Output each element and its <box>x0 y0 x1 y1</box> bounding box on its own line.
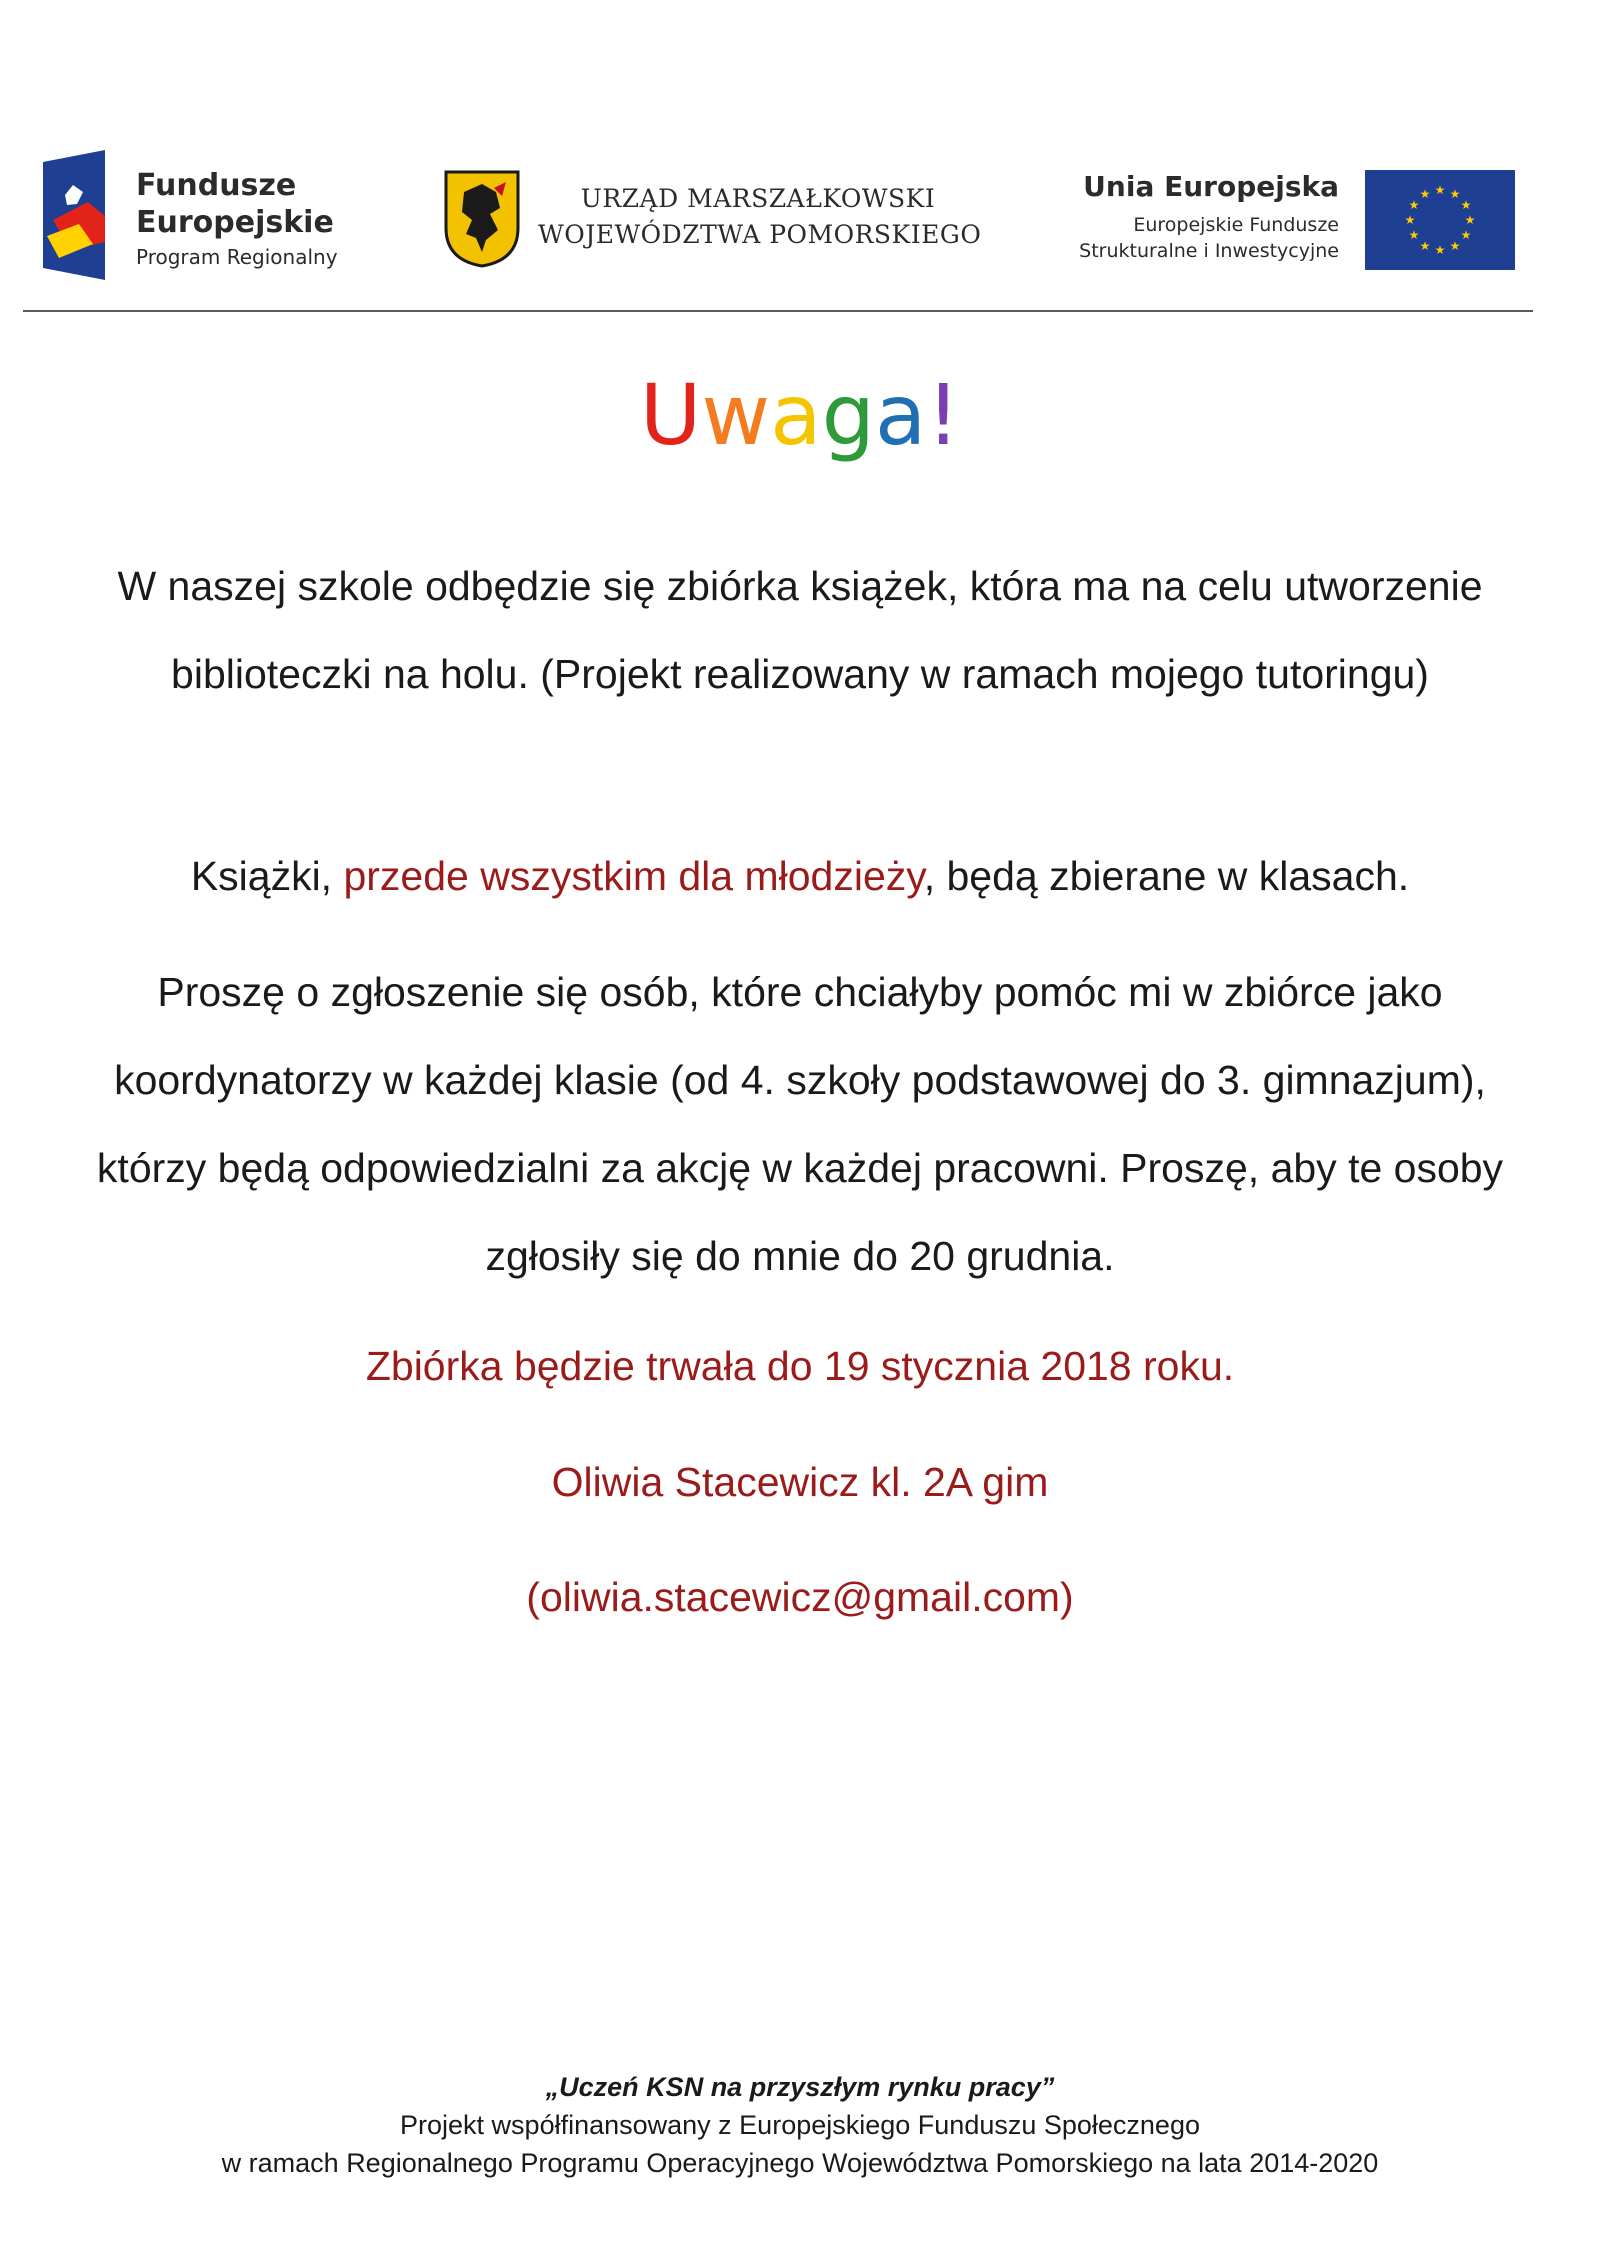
griffin-crest-icon <box>442 168 522 268</box>
author-email: (oliwia.stacewicz@gmail.com) <box>526 1574 1074 1620</box>
svg-text:★: ★ <box>1434 183 1446 197</box>
header-divider <box>23 310 1533 312</box>
footer-line2: Projekt współfinansowany z Europejskiego Funduszu Społecznego <box>400 2110 1200 2140</box>
svg-text:★: ★ <box>1460 228 1472 242</box>
title-letter: w <box>701 366 771 464</box>
fe-emblem-icon <box>43 150 113 280</box>
fe-line1: Fundusze <box>136 168 297 203</box>
deadline-text: Zbiórka będzie trwała do 19 stycznia 2018 roku. <box>365 1343 1235 1389</box>
svg-text:★: ★ <box>1464 213 1476 227</box>
intro-paragraph: W naszej szkole odbędzie się zbiórka książek, która ma na celu utworzenie biblioteczki na holu. (Projekt realizowany w ramach mojego tutoringu) <box>117 563 1483 697</box>
svg-text:★: ★ <box>1408 228 1420 242</box>
title-letter: a <box>770 366 822 464</box>
svg-text:★: ★ <box>1408 198 1420 212</box>
footer-line3: w ramach Regionalnego Programu Operacyjnego Województwa Pomorskiego na lata 2014-2020 <box>221 2148 1379 2178</box>
author-name: Oliwia Stacewicz kl. 2A gim <box>551 1459 1049 1505</box>
svg-text:★: ★ <box>1449 187 1461 201</box>
eu-flag-icon <box>1365 170 1515 270</box>
urzad-marszalkowski-logo <box>442 168 982 268</box>
svg-text:★: ★ <box>1460 198 1472 212</box>
fe-line2: Europejskie <box>136 205 334 240</box>
svg-text:★: ★ <box>1419 239 1431 253</box>
svg-text:★: ★ <box>1449 239 1461 253</box>
books-text-c: , będą zbierane w klasach. <box>923 853 1410 899</box>
logo-bar <box>0 0 1600 310</box>
volunteers-paragraph: Proszę o zgłoszenie się osób, które chciałyby pomóc mi w zbiórce jako koordynatorzy w każdej klasie (od 4. szkoły podstawowej do 3. gimnazjum), którzy będą odpowiedzialni za akcję w każdej pracowni. Proszę, aby te osoby zgłosiły się do mnie do 20 grudnia. <box>96 969 1504 1279</box>
footer <box>0 2068 1600 2182</box>
title-letter: U <box>639 366 702 464</box>
page-title <box>0 365 1600 465</box>
books-highlight: przede wszystkim dla młodzieży <box>343 853 924 899</box>
um-line2: WOJEWÓDZTWA POMORSKIEGO <box>538 220 982 249</box>
um-line1: URZĄD MARSZAŁKOWSKI <box>580 184 936 213</box>
title-letter: ! <box>926 366 961 464</box>
books-paragraph <box>80 832 1520 920</box>
svg-text:★: ★ <box>1434 243 1446 257</box>
footer-project-title: „Uczeń KSN na przyszłym rynku pracy” <box>545 2072 1055 2102</box>
svg-text:★: ★ <box>1404 213 1416 227</box>
svg-text:★: ★ <box>1419 187 1431 201</box>
books-text-a: Książki, <box>190 853 344 899</box>
ue-line3: Strukturalne i Inwestycyjne <box>1079 240 1339 262</box>
title-letter: a <box>874 366 927 464</box>
unia-europejska-logo <box>1055 170 1515 270</box>
title-letter: g <box>821 366 875 464</box>
fe-line3: Program Regionalny <box>136 245 338 269</box>
fundusze-europejskie-logo <box>43 150 373 280</box>
ue-line1: Unia Europejska <box>1083 170 1339 203</box>
ue-line2: Europejskie Fundusze <box>1133 214 1339 236</box>
